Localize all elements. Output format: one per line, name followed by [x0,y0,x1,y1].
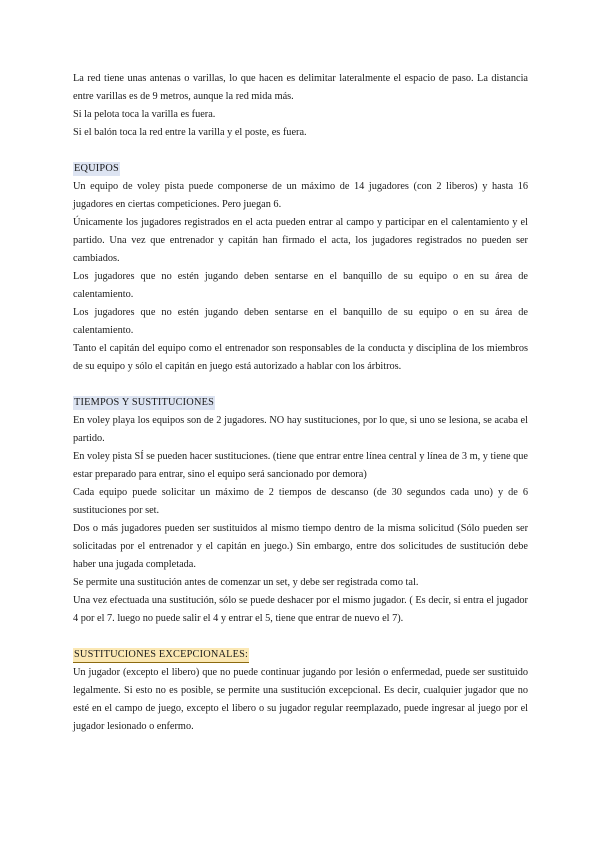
paragraph: Los jugadores que no estén jugando deben sentarse en el banquillo de su equipo o en su área de calentamiento. [73,307,528,336]
paragraph: Un equipo de voley pista puede componerse de un máximo de 14 jugadores (con 2 liberos) y hasta 16 jugadores en ciertas competiciones. Pero juegan 6. [73,181,528,210]
paragraph: Un jugador (excepto el libero) que no puede continuar jugando por lesión o enfermedad, puede ser sustituido legalmente. Si esto no es posible, se permite una sustitución excepcional. Es decir, cualquier jugador que no esté en el campo de juego, excepto el libero o su jugador regular reemplazado, puede ingresar al juego por el jugador lesionado o enfermo. [73,667,528,732]
excepcionales-section [73,646,528,736]
paragraph: En voley playa los equipos son de 2 jugadores. NO hay sustituciones, por lo que, si uno se lesiona, se acaba el partido. [73,415,528,444]
intro-section [73,70,528,142]
document-page [73,70,528,736]
paragraph: Si el balón toca la red entre la varilla y el poste, es fuera. [73,127,307,138]
spacer [73,142,528,160]
section-heading-equipos: EQUIPOS [74,163,119,174]
paragraph: La red tiene unas antenas o varillas, lo que hacen es delimitar lateralmente el espacio de paso. La distancia entre varillas es de 9 metros, aunque la red mida más. [73,73,528,102]
paragraph: Únicamente los jugadores registrados en el acta pueden entrar al campo y participar en el calentamiento y el partido. Una vez que entrenador y capitán han firmado el acta, los jugadores registrados no pueden ser cambiados. [73,217,528,264]
section-heading-tiempos: TIEMPOS Y SUSTITUCIONES [74,397,214,408]
paragraph: Cada equipo puede solicitar un máximo de 2 tiempos de descanso (de 30 segundos cada uno) y de 6 sustituciones por set. [73,487,528,516]
paragraph: En voley pista SÍ se pueden hacer sustituciones. (tiene que entrar entre línea central y línea de 3 m, y tiene que estar preparado para entrar, sino el equipo será sancionado por demora) [73,451,528,480]
paragraph: Dos o más jugadores pueden ser sustituidos al mismo tiempo dentro de la misma solicitud (Sólo pueden ser solicitadas por el entrenador y el capitán en juego.) Sin embargo, entre dos solicitudes de sustitución debe haber una jugada completada. [73,523,528,570]
section-heading-excepcionales: SUSTITUCIONES EXCEPCIONALES: [73,648,249,663]
spacer [73,376,528,394]
paragraph: Se permite una sustitución antes de comenzar un set, y debe ser registrada como tal. [73,577,419,588]
tiempos-section [73,394,528,628]
paragraph: Tanto el capitán del equipo como el entrenador son responsables de la conducta y disciplina de los miembros de su equipo y sólo el capitán en juego está autorizado a hablar con los árbitros. [73,343,528,372]
equipos-section [73,160,528,376]
paragraph: Si la pelota toca la varilla es fuera. [73,109,216,120]
spacer [73,628,528,646]
paragraph: Los jugadores que no estén jugando deben sentarse en el banquillo de su equipo o en su área de calentamiento. [73,271,528,300]
paragraph: Una vez efectuada una sustitución, sólo se puede deshacer por el mismo jugador. ( Es decir, si entra el jugador 4 por el 7. luego no puede salir el 4 y entrar el 5, tiene que entrar de nuevo el 7). [73,595,528,624]
